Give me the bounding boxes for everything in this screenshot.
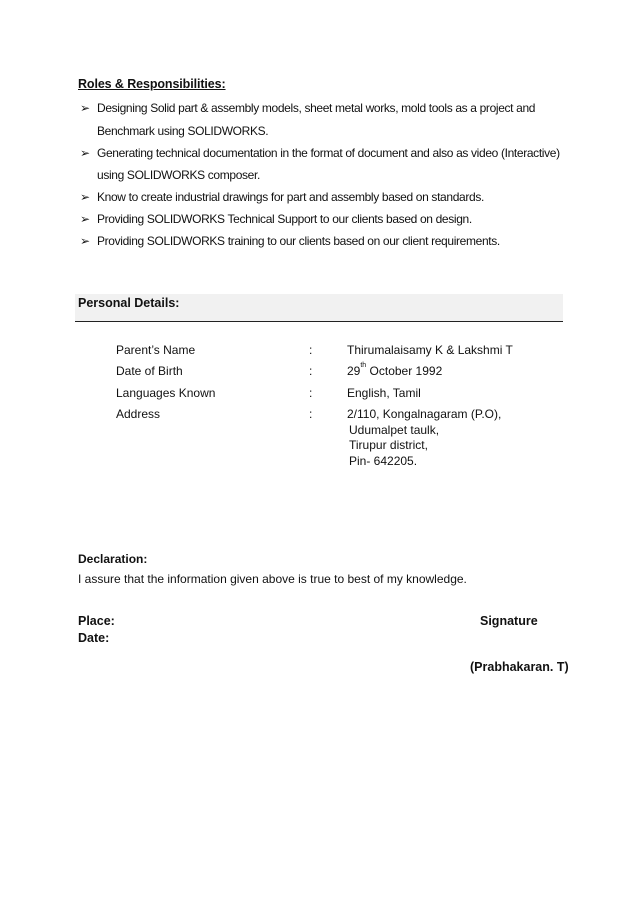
parents-name-value: Thirumalaisamy K & Lakshmi T	[347, 343, 513, 357]
dob-label: Date of Birth	[116, 364, 183, 378]
role-item-4: Providing SOLIDWORKS Technical Support to our clients based on design.	[97, 212, 472, 226]
separator: :	[309, 343, 313, 357]
dob-day: 29	[347, 364, 361, 378]
signatory-name: (Prabhakaran. T)	[470, 660, 569, 674]
date-label: Date:	[78, 631, 110, 645]
dob-suffix: th	[360, 362, 367, 369]
declaration-text: I assure that the information given above is true to best of my knowledge.	[78, 572, 467, 586]
dob-value	[347, 364, 442, 378]
roles-heading: Roles & Responsibilities:	[78, 77, 226, 91]
role-item-3: Know to create industrial drawings for part and assembly based on standards.	[97, 190, 484, 204]
languages-value: English, Tamil	[347, 386, 421, 400]
dob-rest: October 1992	[366, 364, 443, 378]
separator: :	[309, 364, 313, 378]
personal-details-heading: Personal Details:	[78, 296, 180, 310]
arrow-bullet-icon: ➢	[80, 190, 91, 204]
address-label: Address	[116, 407, 161, 421]
role-item-2-line-1: Generating technical documentation in the format of document and also as video (Interactive)	[97, 146, 560, 160]
declaration-heading: Declaration:	[78, 552, 148, 566]
separator: :	[309, 407, 313, 421]
role-item-1-line-2: Benchmark using SOLIDWORKS.	[97, 124, 269, 138]
role-item-5: Providing SOLIDWORKS training to our clients based on our client requirements.	[97, 234, 500, 248]
address-line-2: Udumalpet taulk,	[349, 423, 440, 437]
parents-name-label: Parent’s Name	[116, 343, 196, 357]
address-line-4: Pin- 642205.	[349, 454, 418, 468]
arrow-bullet-icon: ➢	[80, 146, 91, 160]
place-label: Place:	[78, 614, 115, 628]
separator: :	[309, 386, 313, 400]
role-item-1-line-1: Designing Solid part & assembly models, sheet metal works, mold tools as a project and	[97, 101, 536, 115]
languages-label: Languages Known	[116, 386, 216, 400]
arrow-bullet-icon: ➢	[80, 212, 91, 226]
arrow-bullet-icon: ➢	[80, 101, 91, 115]
address-line-3: Tirupur district,	[349, 438, 428, 452]
role-item-2-line-2: using SOLIDWORKS composer.	[97, 168, 260, 182]
signature-label: Signature	[480, 614, 538, 628]
address-line-1: 2/110, Kongalnagaram (P.O),	[347, 407, 502, 421]
arrow-bullet-icon: ➢	[80, 234, 91, 248]
